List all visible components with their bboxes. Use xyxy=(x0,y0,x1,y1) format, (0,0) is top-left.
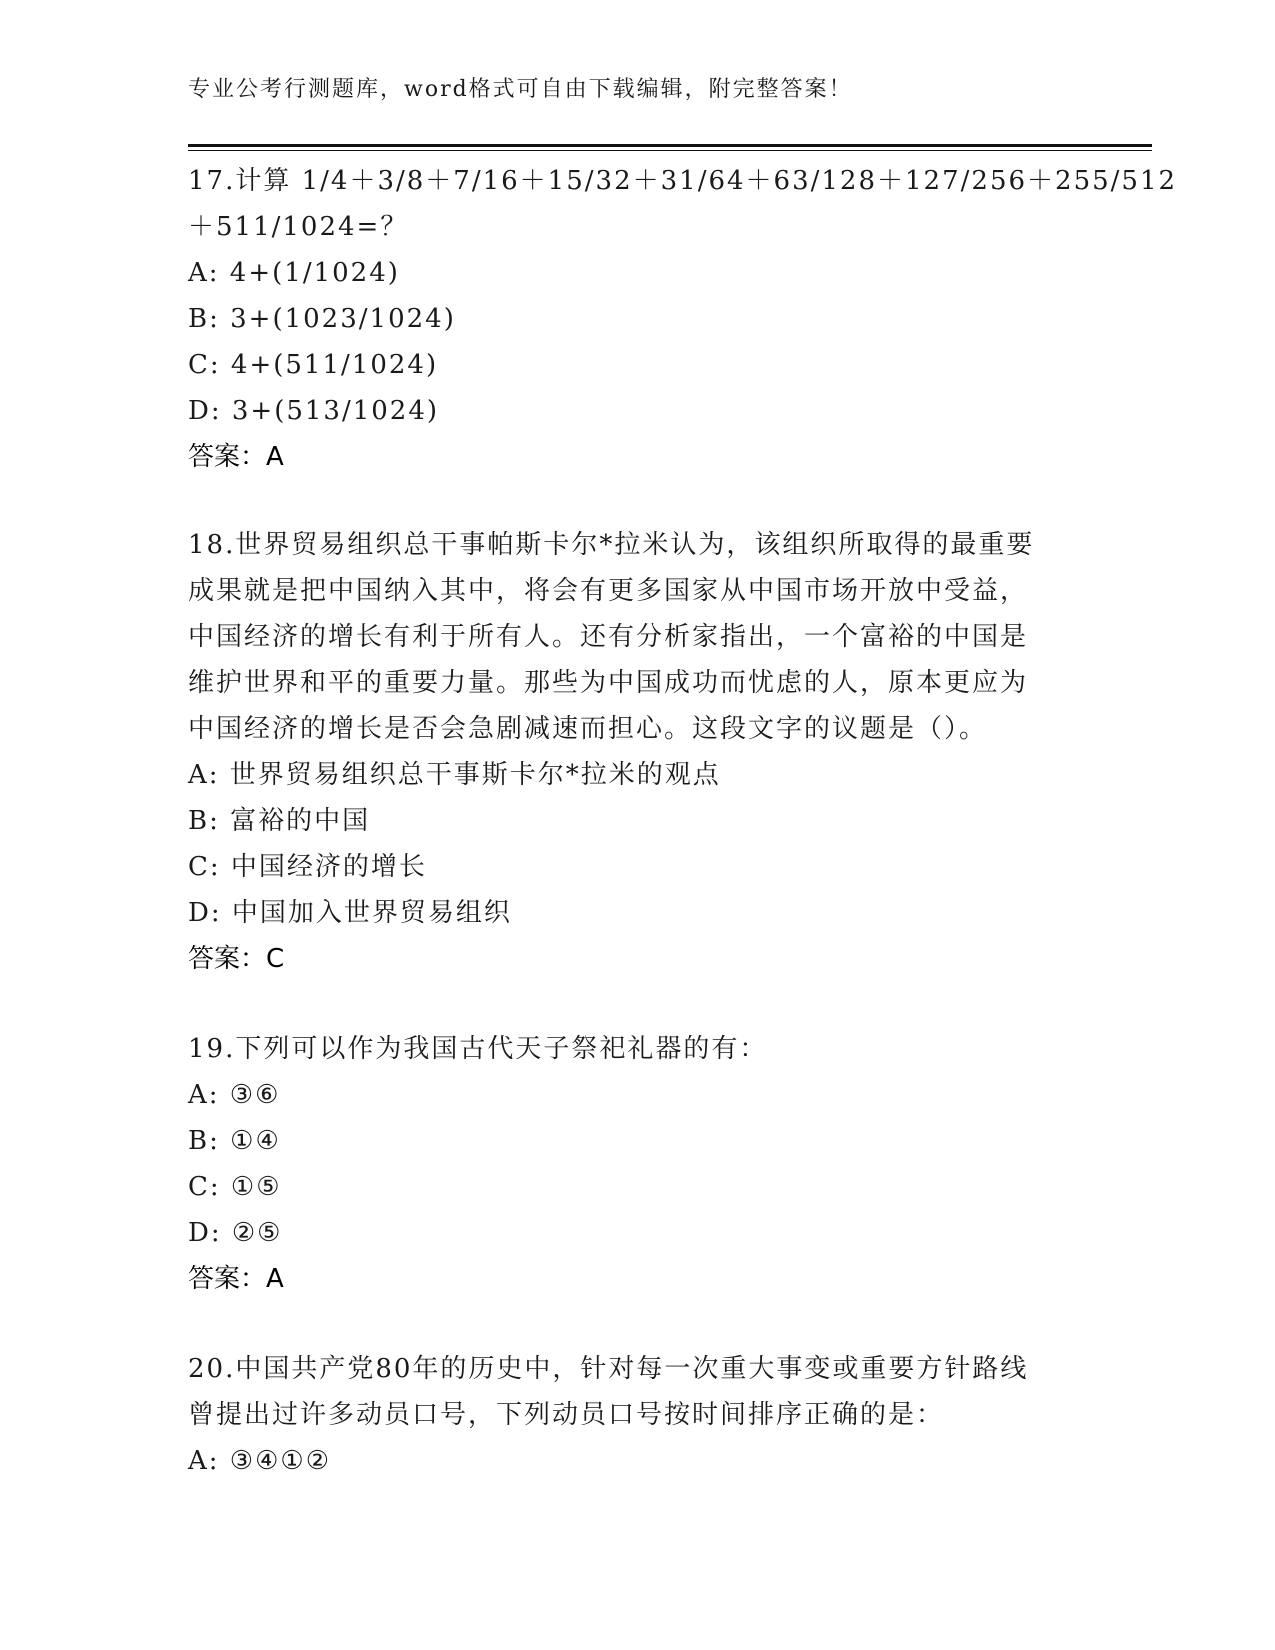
option-b: B: 3+(1023/1024) xyxy=(188,304,456,334)
option-d: D: 中国加入世界贸易组织 xyxy=(188,898,512,928)
option-b: B: ①④ xyxy=(188,1126,281,1156)
option-a: A: ③⑥ xyxy=(188,1080,281,1110)
option-c: C: 4+(511/1024) xyxy=(188,350,439,380)
question-stem-line: 19.下列可以作为我国古代天子祭祀礼器的有： xyxy=(188,1034,768,1064)
option-b: B: 富裕的中国 xyxy=(188,806,371,836)
question-stem-line: 18.世界贸易组织总干事帕斯卡尔*拉米认为，该组织所取得的最重要 xyxy=(188,530,1035,560)
question-17 xyxy=(188,158,1178,480)
header-rule-thin xyxy=(188,150,1152,151)
question-stem-line: 17.计算 1/4＋3/8＋7/16＋15/32＋31/64＋63/128＋127/256＋255/512 xyxy=(188,166,1178,196)
question-stem-line: ＋511/1024=？ xyxy=(188,212,409,242)
question-stem-line: 成果就是把中国纳入其中，将会有更多国家从中国市场开放中受益， xyxy=(188,576,1029,606)
answer-line: 答案：A xyxy=(188,1264,284,1294)
question-18 xyxy=(188,522,1088,982)
question-stem-line: 维护世界和平的重要力量。那些为中国成功而忧虑的人，原本更应为 xyxy=(188,668,1029,698)
option-a: A: 世界贸易组织总干事斯卡尔*拉米的观点 xyxy=(188,760,721,790)
option-a: A: ③④①② xyxy=(188,1446,332,1476)
option-a: A: 4+(1/1024) xyxy=(188,258,400,288)
option-c: C: 中国经济的增长 xyxy=(188,852,427,882)
question-stem-line: 曾提出过许多动员口号，下列动员口号按时间排序正确的是： xyxy=(188,1400,945,1430)
answer-line: 答案：A xyxy=(188,442,284,472)
page-header: 专业公考行测题库，word格式可自由下载编辑，附完整答案！ xyxy=(188,77,853,102)
question-stem-line: 中国经济的增长是否会急剧减速而担心。这段文字的议题是（）。 xyxy=(188,714,988,744)
question-stem-line: 20.中国共产党80年的历史中，针对每一次重大事变或重要方针路线 xyxy=(188,1354,1029,1384)
question-19 xyxy=(188,1026,1088,1302)
question-20 xyxy=(188,1346,1088,1484)
option-d: D: 3+(513/1024) xyxy=(188,396,440,426)
header-rule-thick xyxy=(188,144,1152,147)
option-c: C: ①⑤ xyxy=(188,1172,282,1202)
answer-line: 答案：C xyxy=(188,944,285,974)
option-d: D: ②⑤ xyxy=(188,1218,283,1248)
question-stem-line: 中国经济的增长有利于所有人。还有分析家指出，一个富裕的中国是 xyxy=(188,622,1029,652)
